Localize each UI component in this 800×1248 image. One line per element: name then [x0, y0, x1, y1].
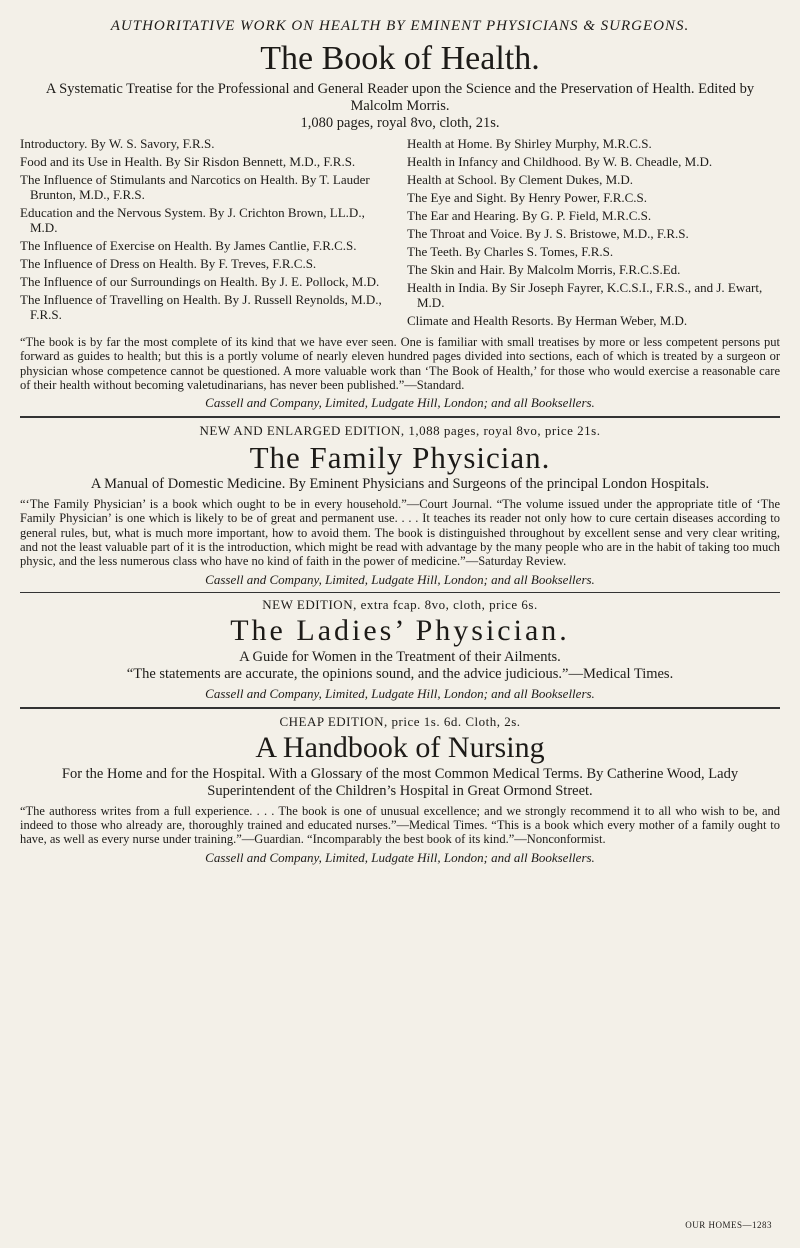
- contents-item: Health at School. By Clement Dukes, M.D.: [407, 172, 634, 187]
- nursing-handbook-title: A Handbook of Nursing: [255, 730, 545, 764]
- contents-item: Education and the Nervous System. By J. Crichton Brown, LL.D., M.D.: [20, 205, 365, 235]
- page-footer: OUR HOMES—1283: [685, 1220, 772, 1230]
- contents-item: The Skin and Hair. By Malcolm Morris, F.R.C.S.Ed.: [407, 262, 681, 277]
- family-physician-title: The Family Physician.: [249, 440, 551, 476]
- divider: [20, 592, 780, 593]
- contents-item: Health at Home. By Shirley Murphy, M.R.C.S.: [407, 136, 652, 151]
- ladies-physician-title: The Ladies’ Physician.: [230, 613, 570, 647]
- book-of-health-publisher: Cassell and Company, Limited, Ludgate Hill, London; and all Booksellers.: [205, 395, 595, 411]
- ladies-physician-description: A Guide for Women in the Treatment of their Ailments.: [239, 648, 561, 665]
- contents-item: Health in Infancy and Childhood. By W. B. Cheadle, M.D.: [407, 154, 713, 169]
- contents-item: The Influence of our Surroundings on Health. By J. E. Pollock, M.D.: [20, 274, 380, 289]
- book-of-health-description: A Systematic Treatise for the Professional and General Reader upon the Science and the Preservation of Health. Edited by Malcolm Morris.: [45, 81, 755, 114]
- ladies-physician-review: “The statements are accurate, the opinions sound, and the advice judicious.”—Medical Times.: [126, 665, 674, 682]
- family-physician-description: A Manual of Domestic Medicine. By Eminent Physicians and Surgeons of the principal London Hospitals.: [90, 476, 710, 493]
- contents-columns: [20, 136, 780, 331]
- ladies-physician-publisher: Cassell and Company, Limited, Ludgate Hill, London; and all Booksellers.: [205, 685, 595, 701]
- family-physician-review: “‘The Family Physician’ is a book which ought to be in every household.”—Court Journal. “The volume issued under the appropriate title of ‘The Family Physician’ is one which is likely to be of great and permanent use. . . . It teaches its reader not only how to cure certain diseases according to general rules, but, what is much more important, how to avoid them. The book is distinguished throughout by excellent sense and very clear writing, and not the least valuable part of it is the introduction, which might be read with advantage by the many people who are in the habit of taking too much physic, and the less numerous class who have no kind of faith in the power of medicine.”—Saturday Review.: [20, 497, 780, 569]
- nursing-handbook-description: For the Home and for the Hospital. With a Glossary of the most Common Medical Terms. By Catherine Wood, Lady Superintendent of the Children’s Hospital in Great Ormond Street.: [61, 765, 739, 799]
- contents-item: The Ear and Hearing. By G. P. Field, M.R.C.S.: [407, 208, 652, 223]
- contents-item: The Influence of Stimulants and Narcotics on Health. By T. Lauder Brunton, M.D., F.R.S.: [20, 172, 370, 202]
- contents-item: Food and its Use in Health. By Sir Risdon Bennett, M.D., F.R.S.: [20, 154, 356, 169]
- contents-right: [407, 136, 780, 331]
- contents-item: Health in India. By Sir Joseph Fayrer, K.C.S.I., F.R.S., and J. Ewart, M.D.: [407, 280, 763, 310]
- family-physician-edition: NEW AND ENLARGED EDITION, 1,088 pages, royal 8vo, price 21s.: [199, 423, 601, 439]
- advertisement-page: [20, 0, 780, 1248]
- page-header: AUTHORITATIVE WORK ON HEALTH BY EMINENT PHYSICIANS & SURGEONS.: [110, 18, 690, 34]
- ladies-physician-edition: NEW EDITION, extra fcap. 8vo, cloth, price 6s.: [262, 596, 538, 612]
- divider: [20, 707, 780, 709]
- contents-item: The Eye and Sight. By Henry Power, F.R.C.S.: [407, 190, 648, 205]
- book-of-health-format: 1,080 pages, royal 8vo, cloth, 21s.: [300, 115, 500, 131]
- contents-item: The Influence of Dress on Health. By F. Treves, F.R.C.S.: [20, 256, 317, 271]
- contents-item: The Throat and Voice. By J. S. Bristowe, M.D., F.R.S.: [407, 226, 689, 241]
- nursing-handbook-review: “The authoress writes from a full experience. . . . The book is one of unusual excellence; and we strongly recommend it to all who wish to be, and indeed to those who already are, thoroughly trained and educated nurses.”—Medical Times. “This is a book which every mother of a family ought to have, as well as every nurse under training.”—Guardian. “Incomparably the best book of its kind.”—Nonconformist.: [20, 803, 780, 847]
- divider: [20, 416, 780, 418]
- contents-left: [20, 136, 393, 331]
- contents-item: Climate and Health Resorts. By Herman Weber, M.D.: [407, 313, 688, 328]
- nursing-handbook-edition: CHEAP EDITION, price 1s. 6d. Cloth, 2s.: [279, 713, 521, 729]
- contents-item: The Influence of Travelling on Health. By J. Russell Reynolds, M.D., F.R.S.: [20, 292, 382, 322]
- book-of-health-review: “The book is by far the most complete of its kind that we have ever seen. One is familiar with small treatises by more or less competent persons put forward as guides to health; but this is a portly volume of nearly eleven hundred pages divided into sections, each of which is treated by a surgeon or physician whose competence cannot be questioned. A more valuable work than ‘The Book of Health,’ for those who would exercise a reasonable care of their health without becoming valetudinarians, has never been published.”—Standard.: [20, 335, 780, 392]
- family-physician-publisher: Cassell and Company, Limited, Ludgate Hill, London; and all Booksellers.: [205, 571, 595, 587]
- book-of-health-title: The Book of Health.: [260, 40, 540, 77]
- contents-item: The Teeth. By Charles S. Tomes, F.R.S.: [407, 244, 614, 259]
- nursing-handbook-publisher: Cassell and Company, Limited, Ludgate Hill, London; and all Booksellers.: [205, 849, 595, 865]
- contents-item: The Influence of Exercise on Health. By James Cantlie, F.R.C.S.: [20, 238, 357, 253]
- contents-item: Introductory. By W. S. Savory, F.R.S.: [20, 136, 215, 151]
